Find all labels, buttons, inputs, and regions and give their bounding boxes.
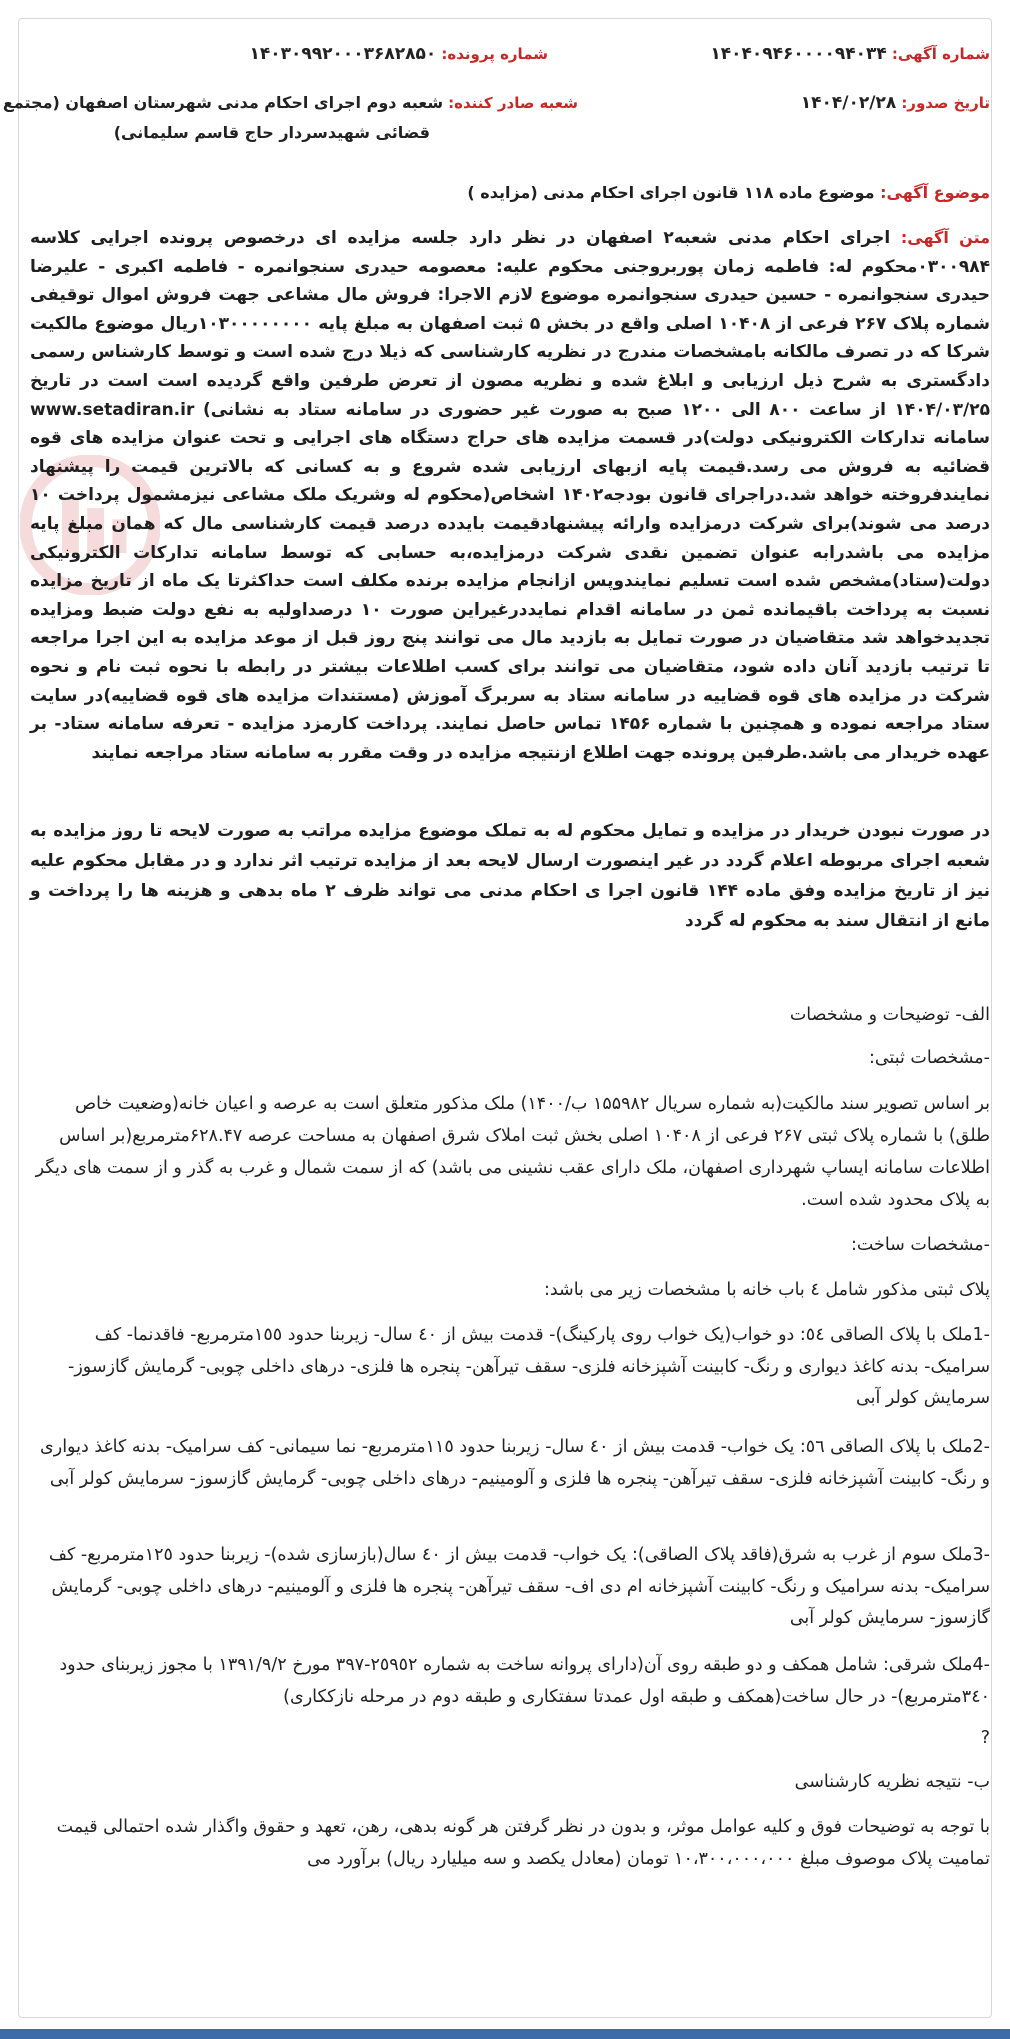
- issuer-line2: قضائی شهیدسردار حاج قاسم سلیمانی): [113, 123, 430, 142]
- construction-item-4: -4ملک شرقی: شامل همکف و دو طبقه روی آن(دارای پروانه ساخت به شماره ٢٥٩٥٢-٣٩٧ مورخ ١٣٩١/٩/٢ با مجوز زیربنای حدود ٣٤٠مترمربع)- در حال ساخت(همکف و طبقه اول عمدتا سفتکاری و طبقه دوم در مرحله نازککاری): [59, 1655, 990, 1707]
- construction-item-2: -2ملک با پلاک الصاقی ٥٦: یک خواب- قدمت بیش از ٤٠ سال- زیربنا حدود ١١٥مترمربع- نما سیمانی- کف سرامیک- بدنه کاغذ دیواری و رنگ- کابینت آشپزخانه فلزی- سقف تیرآهن- پنجره ها فلزی و آلومینیم- درهای داخلی چوبی- گرمایش گازسوز- سرمایش کولر آبی: [40, 1437, 990, 1489]
- subject-line: [467, 183, 990, 202]
- issuer-line2-row: [114, 123, 430, 142]
- issuer-row: [3, 93, 578, 112]
- issue-date-row: [801, 93, 990, 113]
- case-number: ۱۴۰۳۰۹۹۲۰۰۰۳۶۸۲۸۵۰: [249, 44, 437, 64]
- ad-note: [30, 816, 990, 936]
- issuer-label: شعبه صادر کننده:: [448, 94, 578, 112]
- subject-text: موضوع ماده ۱۱۸ قانون اجرای احکام مدنی (مزایده ): [467, 183, 875, 202]
- question-mark: ?: [980, 1728, 990, 1748]
- conclusion-text: با توجه به توضیحات فوق و کلیه عوامل موثر، و بدون در نظر گرفتن هر گونه بدهی، رهن، تعهد و حقوق واگذار شده احتمالی قیمت تمامیت پلاک موصوف مبلغ ١٠،٣٠٠،٠٠٠،٠٠٠ تومان (معادل یکصد و سه میلیارد ریال) برآورد می: [56, 1817, 990, 1869]
- subject-label: موضوع آگهی:: [880, 183, 990, 202]
- registry-text: بر اساس تصویر سند مالکیت(به شماره سریال ۱۵۵۹۸۲ ب/۱۴۰۰) ملک مذکور متعلق است به عرصه و اعیان خانه(وضعیت خاص طلق) با شماره پلاک ثبتی ۲۶۷ فرعی از ۱۰۴۰۸ اصلی بخش ثبت املاک شرق اصفهان به مساحت عرصه ۶۲۸.۴۷مترمربع(بر اساس اطلاعات سامانه ایساپ شهرداری اصفهان، ملک دارای عقب نشینی می باشد) که از سمت شمال و غرب به گذر و از سمت های دیگر به پلاک محدود شده است.: [35, 1094, 990, 1210]
- issue-date-label: تاریخ صدور:: [901, 94, 990, 112]
- ad-body: [30, 224, 990, 767]
- ad-note-text: در صورت نبودن خریدار در مزایده و تمایل محکوم له به تملک موضوع مزایده مراتب به صورت لایحه تا روز مزایده به شعبه اجرای مربوطه اعلام گردد در غیر اینصورت ارسال لایحه بعد از مزایده ترتیب اثر ندارد و در مقابل محکوم علیه نیز از تاریخ مزایده وفق ماده ۱۴۴ قانون اجرا ی احکام مدنی می تواند ظرف ۲ ماه بدهی و هزینه ها را پرداخت و مانع از انتقال سند به محکوم له گردد: [30, 821, 990, 931]
- construction-intro: پلاک ثبتی مذکور شامل ٤ باب خانه با مشخصات زیر می باشد:: [543, 1280, 990, 1300]
- registry-heading: -مشخصات ثبتی:: [868, 1048, 990, 1068]
- heading-b: ب- نتیجه نظریه کارشناسی: [794, 1772, 990, 1792]
- case-number-row: [250, 44, 548, 64]
- construction-item-3: -3ملک سوم از غرب به شرق(فاقد پلاک الصاقی): یک خواب- قدمت بیش از ٤٠ سال(بازسازی شده)- زیربنا حدود ١٢٥مترمربع- کف سرامیک- بدنه سرامیک و رنگ- کابینت آشپزخانه ام دی اف- سقف تیرآهن- پنجره ها فلزی و آلومینیم- درهای داخلی چوبی- گرمایش گازسوز- سرمایش کولر آبی: [48, 1545, 990, 1628]
- heading-a: الف- توضیحات و مشخصات: [789, 1005, 990, 1025]
- ad-body-text: اجرای احکام مدنی شعبه۲ اصفهان در نظر دارد جلسه مزایده ای درخصوص پرونده اجرایی کلاسه ۰۳۰۰۹۸۴محکوم له: فاطمه زمان پوربروجنی محکوم علیه: معصومه حیدری سنجوانمره - فاطمه اکبری - علیرضا حیدری سنجوانمره - حسین حیدری سنجوانمره موضوع لازم الاجرا: فروش مال مشاعی جهت فروش اموال توقیفی شماره پلاک ۲۶۷ فرعی از ۱۰۴۰۸ اصلی واقع در بخش ۵ ثبت اصفهان به مبلغ پایه ۱۰۳۰۰۰۰۰۰۰۰ریال موضوع مالکیت شرکا که در تصرف مالکانه بامشخصات مندرج در نظریه کارشناسی که ذیلا درج شده است و توسط کارشناس رسمی دادگستری به شرح ذیل ارزیابی و ابلاغ شده و نظریه مصون از تعرض طرفین واقع گردیده است است در تاریخ ۱۴۰۴/۰۳/۲۵ از ساعت ۸۰۰ الی ۱۲۰۰ صبح به صورت غیر حضوری در سامانه ستاد به نشانی) www.setadiran.ir سامانه تدارکات الکترونیکی دولت)در قسمت مزایده های حراج دستگاه های اجرایی و تحت عنوان مزایده های قوه قضائیه به فروش می رسد.قیمت پایه ازبهای ارزیابی شده شروع و به کسانی که بالاترین قیمت را پیشنهاد نمایندفروخته خواهد شد.دراجرای قانون بودجه۱۴۰۲ اشخاص(محکوم له وشریک ملک مشاعی نیزمشمول پرداخت ۱۰ درصد می شوند)برای شرکت درمزایده وارائه پیشنهادقیمت بایدده درصد قیمت کارشناسی مال که همان مبلغ پایه مزایده می باشدرابه عنوان تضمین نقدی شرکت درمزایده،به حسابی که توسط سامانه تدارکات الکترونیکی دولت(ستاد)مشخص شده است تسلیم نمایندوپس ازانجام مزایده برنده مکلف است حداکثرتا یک ماه از تاریخ مزایده نسبت به پرداخت باقیمانده ثمن در سامانه اقدام نمایددرغیراین صورت ۱۰ درصداولیه به نفع دولت ضبط ومزایده تجدیدخواهد شد متقاضیان در صورت تمایل به بازدید مال می توانند پنج روز قبل از موعد مزایده به این اجرا مراجعه تا ترتیب بازدید آنان داده شود، متقاضیان می توانند برای کسب اطلاعات بیشتر در رابطه با نحوه ثبت نام و نحوه شرکت در مزایده های قوه قضاییه در سامانه ستاد به سربرگ آموزش (مستندات مزایده های قوه قضاییه)در سایت ستاد مراجعه نموده و همچنین با شماره ۱۴۵۶ تماس حاصل نمایند. پرداخت کارمزد مزایده - تعرفه سامانه ستاد- بر عهده خریدار می باشد.طرفین پرونده جهت اطلاع ازنتیجه مزایده در وقت مقرر به سامانه ستاد مراجعه نمایند: [30, 228, 991, 763]
- ad-number-row: [710, 44, 990, 64]
- case-number-label: شماره پرونده:: [441, 45, 548, 63]
- construction-item-1: -1ملک با پلاک الصاقی ٥٤: دو خواب(یک خواب روی پارکینگ)- قدمت بیش از ٤٠ سال- زیربنا حدود ١٥٥مترمربع- فاقدنما- کف سرامیک- بدنه کاغذ دیواری و رنگ- کابینت آشپزخانه فلزی- سقف تیرآهن- پنجره ها فلزی- درهای داخلی چوبی- گرمایش گازسوز- سرمایش کولر آبی: [68, 1325, 990, 1408]
- issuer-line1: شعبه دوم اجرای احکام مدنی شهرستان اصفهان (مجتمع: [2, 93, 444, 112]
- construction-heading: -مشخصات ساخت:: [850, 1235, 990, 1255]
- issue-date: ۱۴۰۴/۰۲/۲۸: [800, 93, 897, 113]
- bottom-bar: [0, 2029, 1010, 2039]
- ad-number-label: شماره آگهی:: [891, 45, 990, 63]
- ad-body-label: متن آگهی:: [900, 228, 991, 247]
- ad-number: ۱۴۰۴۰۹۴۶۰۰۰۰۹۴۰۳۴: [710, 44, 887, 64]
